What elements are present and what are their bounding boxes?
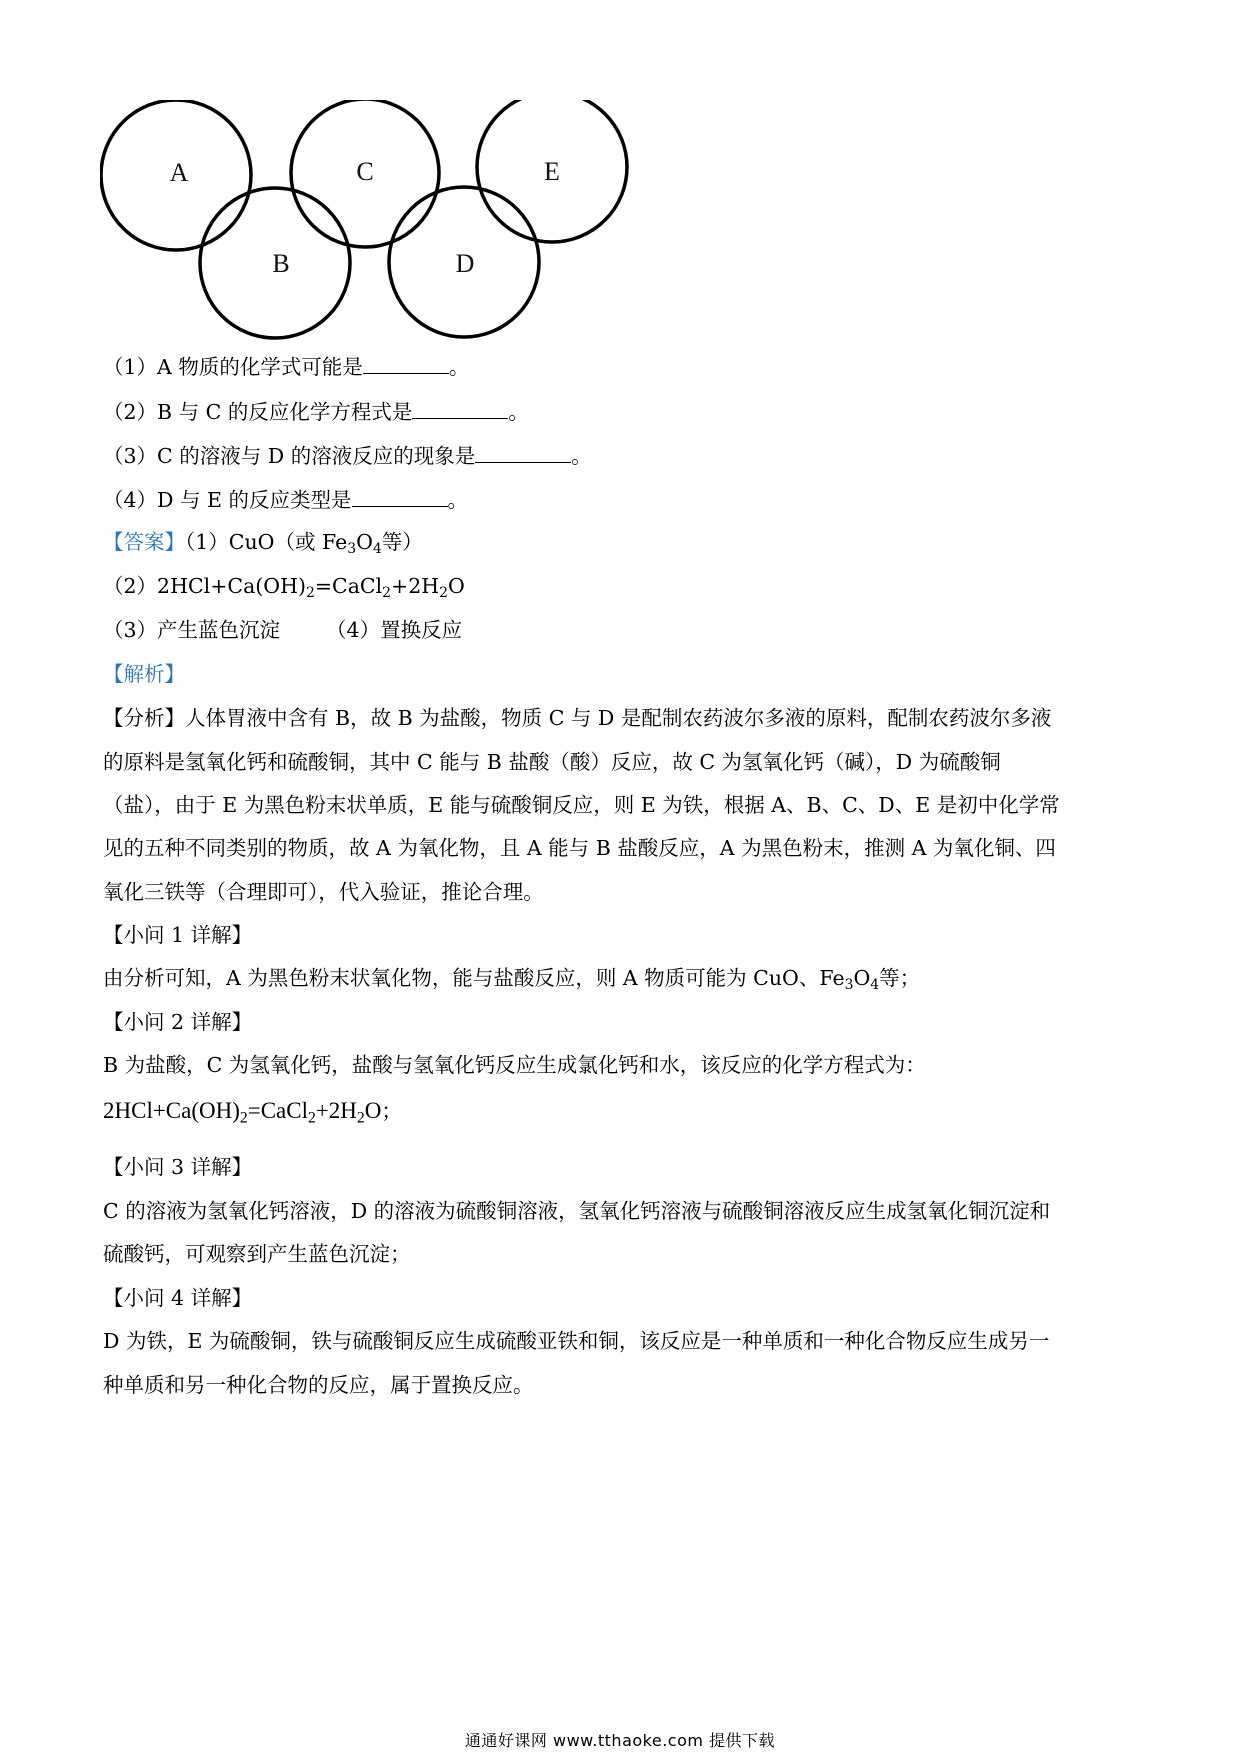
question-3-end: 。 [571,444,592,468]
circle-e-label: E [544,157,560,186]
answer-3-text: （3）产生蓝色沉淀 [103,618,281,642]
answer-line-2 [103,574,1133,601]
question-2-text: （2）B 与 C 的反应化学方程式是 [103,400,413,424]
question-3-text: （3）C 的溶液与 D 的溶液反应的现象是 [103,444,476,468]
circle-c-label: C [356,157,374,186]
answer-2-text: （2）2HCl+Ca(OH) [103,574,306,598]
question-4-end: 。 [447,488,468,512]
question-4-text: （4）D 与 E 的反应类型是 [103,488,352,512]
answer-line-3 [103,620,1133,641]
subscript: 3 [844,976,854,993]
circle-d-label: D [455,249,475,278]
answer-1-text: O [356,530,373,554]
analysis-line: 【分析】人体胃液中含有 B，故 B 为盐酸，物质 C 与 D 是配制农药波尔多液的原料，配制农药波尔多液 [103,706,1052,730]
chemical-equation: $2HCl+Ca(OH)_2=CaCl_2+2H_2O$ [103,1098,382,1127]
equation-line [103,1098,1133,1127]
question-1-text: （1）A 物质的化学式可能是 [103,355,363,379]
detail-1-text: 等； [879,966,921,990]
detail-1-text: O [853,966,871,990]
analysis-tag: 【解析】 [103,662,185,686]
footer-watermark: 通通好课网 www.tthaoke.com 提供下载 [464,1731,776,1750]
answer-blank [363,355,449,374]
analysis-line: 的原料是氢氧化钙和硫酸铜，其中 C 能与 B 盐酸（酸）反应，故 C 为氢氧化钙（碱），D 为硫酸铜 [103,750,1001,774]
question-1 [103,355,1133,378]
answer-1-text: 等） [381,530,423,554]
detail-heading-1: 【小问 1 详解】 [103,923,253,947]
detail-heading-3: 【小问 3 详解】 [103,1155,253,1179]
detail-4: D 为铁，E 为硫酸铜，铁与硫酸铜反应生成硫酸亚铁和铜，该反应是一种单质和一种化合物反应生成另一 [103,1329,1050,1353]
subscript: 4 [372,540,382,557]
answer-blank [412,400,508,419]
analysis-line: 氧化三铁等（合理即可），代入验证，推论合理。 [103,880,544,904]
answer-4-text: （4）置换反应 [326,618,463,642]
question-4 [103,488,1133,511]
question-3 [103,444,1133,467]
analysis-line: （盐），由于 E 为黑色粉末状单质，E 能与硫酸铜反应，则 E 为铁，根据 A、B、C、D、E 是初中化学常 [103,793,1060,817]
answer-2-text: O [448,574,465,598]
detail-2: B 为盐酸，C 为氢氧化钙，盐酸与氢氧化钙反应生成氯化钙和水，该反应的化学方程式为： [103,1053,926,1077]
equation-end: ； [381,1099,402,1123]
answer-2-text: =CaCl [314,574,383,598]
answer-line-1 [103,530,1133,557]
subscript: 2 [382,584,392,601]
question-2-end: 。 [508,400,529,424]
detail-1 [103,966,1133,993]
question-1-end: 。 [448,355,470,379]
analysis-line: 见的五种不同类别的物质，故 A 为氧化物，且 A 能与 B 盐酸反应，A 为黑色粉末，推测 A 为氧化铜、四 [103,836,1056,860]
subscript: 4 [870,976,880,993]
detail-4: 种单质和另一种化合物的反应，属于置换反应。 [103,1373,534,1397]
answer-tag: 【答案】 [103,530,185,554]
detail-3: C 的溶液为氢氧化钙溶液，D 的溶液为硫酸铜溶液，氢氧化钙溶液与硫酸铜溶液反应生成氢氧化铜沉淀和 [103,1199,1051,1223]
five-circle-diagram [100,100,640,350]
answer-blank [352,488,448,507]
circle-a-label: A [169,158,189,187]
subscript: 2 [305,584,315,601]
detail-heading-4: 【小问 4 详解】 [103,1286,253,1310]
circle-b-label: B [272,249,290,278]
answer-1-text: （1）CuO（或 Fe [185,530,348,554]
answer-blank [475,444,571,463]
subscript: 3 [347,540,357,557]
question-2 [103,400,1133,423]
detail-heading-2: 【小问 2 详解】 [103,1010,253,1034]
subscript: 2 [439,584,449,601]
detail-1-text: 由分析可知，A 为黑色粉末状氧化物，能与盐酸反应，则 A 物质可能为 CuO、Fe [103,966,845,990]
detail-3: 硫酸钙，可观察到产生蓝色沉淀； [103,1242,411,1266]
answer-2-text: +2H [391,574,440,598]
